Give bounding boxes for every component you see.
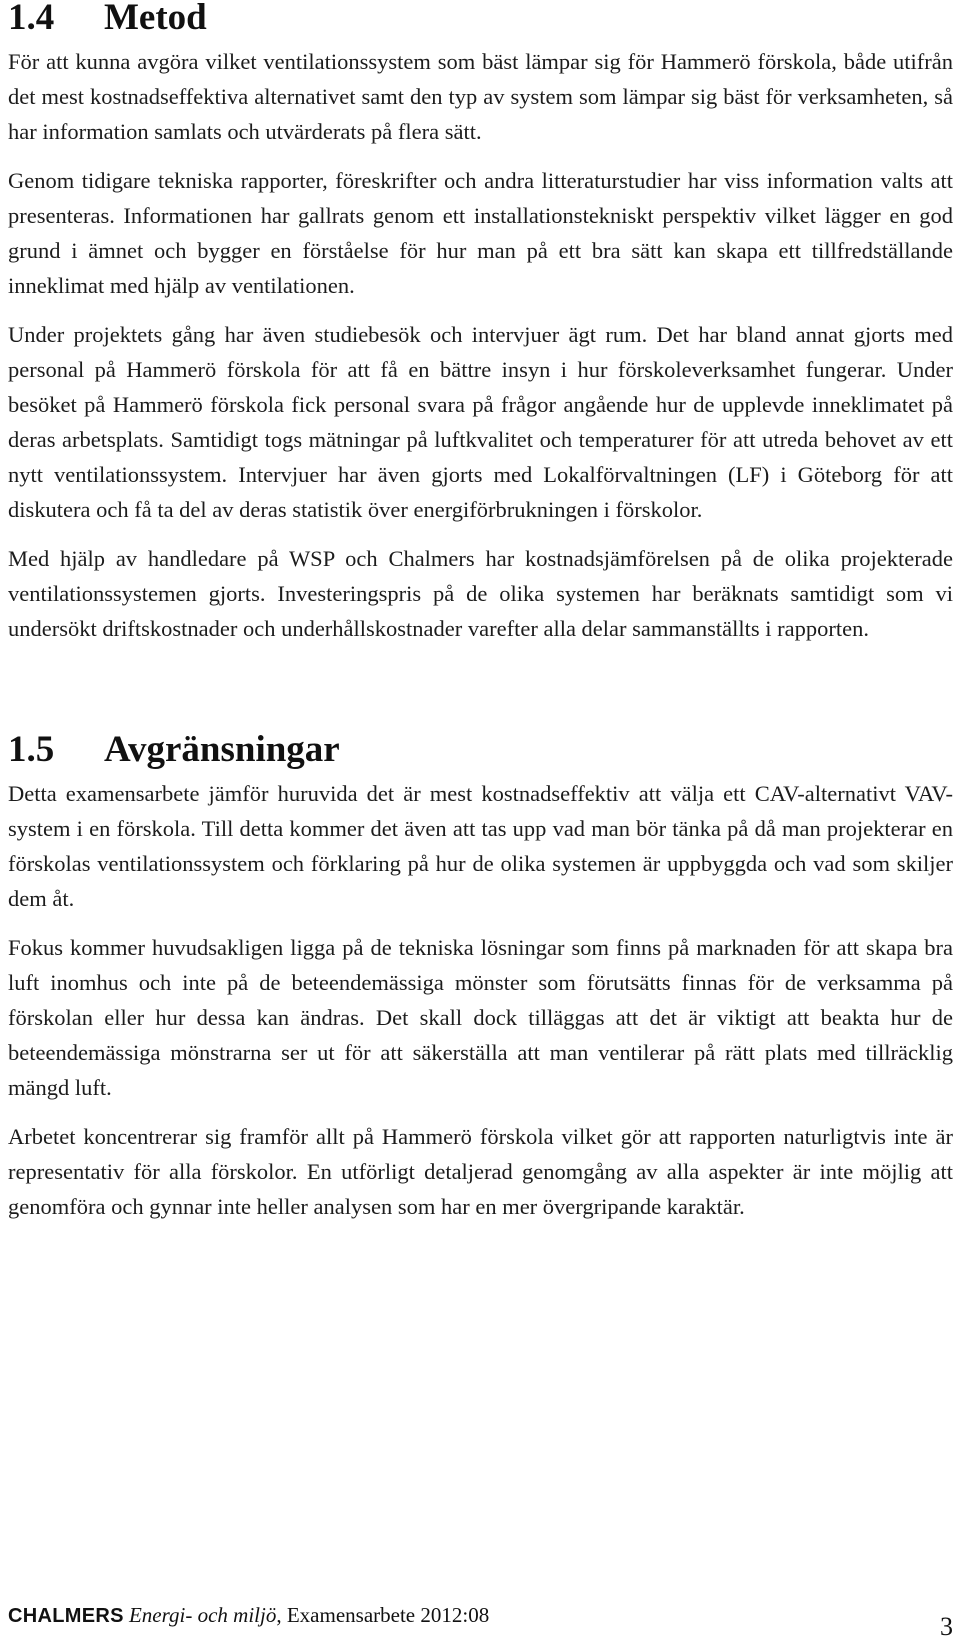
paragraph: Detta examensarbete jämför huruvida det är mest kostnadseffektiv att välja ett CAV-alternativt VAV-system i en förskola. Till detta kommer det även att tas upp vad man bör tänka på då man projekterar en förskolas ventilationssystem och förklaring på hur de olika systemen är uppbyggda och vad som skiljer dem åt. bbox=[8, 781, 953, 911]
page-content bbox=[8, 0, 953, 1224]
section-heading bbox=[8, 730, 953, 770]
section-number: 1.5 bbox=[8, 729, 55, 770]
footer-department: Energi- och miljö bbox=[128, 1603, 277, 1627]
footer-exam-info: Examensarbete 2012:08 bbox=[286, 1603, 490, 1627]
section-number: 1.4 bbox=[8, 0, 55, 38]
section-metod bbox=[8, 0, 953, 646]
section-title: Avgränsningar bbox=[104, 729, 340, 770]
section-title: Metod bbox=[104, 0, 207, 38]
section-heading bbox=[8, 0, 953, 38]
paragraph: För att kunna avgöra vilket ventilationssystem som bäst lämpar sig för Hammerö förskola, både utifrån det mest kostnadseffektiva alternativet samt den typ av system som lämpar sig bäst för verksamheten, så har information samlats och utvärderats på flera sätt. bbox=[8, 49, 953, 144]
paragraph: Med hjälp av handledare på WSP och Chalmers har kostnadsjämförelsen på de olika projekterade ventilationssystemen gjorts. Investeringspris på de olika systemen har beräknats samtidigt som vi undersökt driftskostnader och underhållskostnader varefter alla delar sammanställts i rapporten. bbox=[8, 546, 953, 641]
footer-text bbox=[8, 1601, 489, 1630]
paragraph: Arbetet koncentrerar sig framför allt på Hammerö förskola vilket gör att rapporten naturligtvis inte är representativ för alla förskolor. En utförligt detaljerad genomgång av alla aspekter är inte möjlig att genomföra och gynnar inte heller analysen som har en mer övergripande karaktär. bbox=[8, 1124, 953, 1219]
section-avgransningar bbox=[8, 730, 953, 1224]
page-footer bbox=[8, 1601, 953, 1641]
paragraph: Fokus kommer huvudsakligen ligga på de tekniska lösningar som finns på marknaden för att skapa bra luft inomhus och inte på de beteendemässiga mönster som förutsätts finnas för de verksamma på förskolan eller hur dessa kan ändras. Det skall dock tilläggas att det är viktigt att beakta hur de beteendemässiga mönstrarna ser ut för att säkerställa att man ventilerar på rätt plats med tillräcklig mängd luft. bbox=[8, 935, 953, 1100]
footer-separator: , bbox=[276, 1603, 282, 1627]
page-number: 3 bbox=[940, 1612, 953, 1641]
paragraph: Under projektets gång har även studiebesök och intervjuer ägt rum. Det har bland annat gjorts med personal på Hammerö förskola för att få en bättre insyn i hur förskoleverksamhet fungerar. Under besöket på Hammerö förskola fick personal svara på frågor angående hur de upplevde inneklimatet på deras arbetsplats. Samtidigt togs mätningar på luftkvalitet och temperaturer för att utreda behovet av ett nytt ventilationssystem. Intervjuer har även gjorts med Lokalförvaltningen (LF) i Göteborg för att diskutera och få ta del av deras statistik över energiförbrukningen i förskolor. bbox=[8, 322, 953, 522]
paragraph: Genom tidigare tekniska rapporter, föreskrifter och andra litteraturstudier har viss information valts att presenteras. Informationen har gallrats genom ett installationstekniskt perspektiv vilket lägger en god grund i ämnet och bygger en förståelse för hur man på ett bra sätt kan skapa ett tillfredställande inneklimat med hjälp av ventilationen. bbox=[8, 168, 953, 298]
footer-brand: CHALMERS bbox=[8, 1605, 124, 1627]
